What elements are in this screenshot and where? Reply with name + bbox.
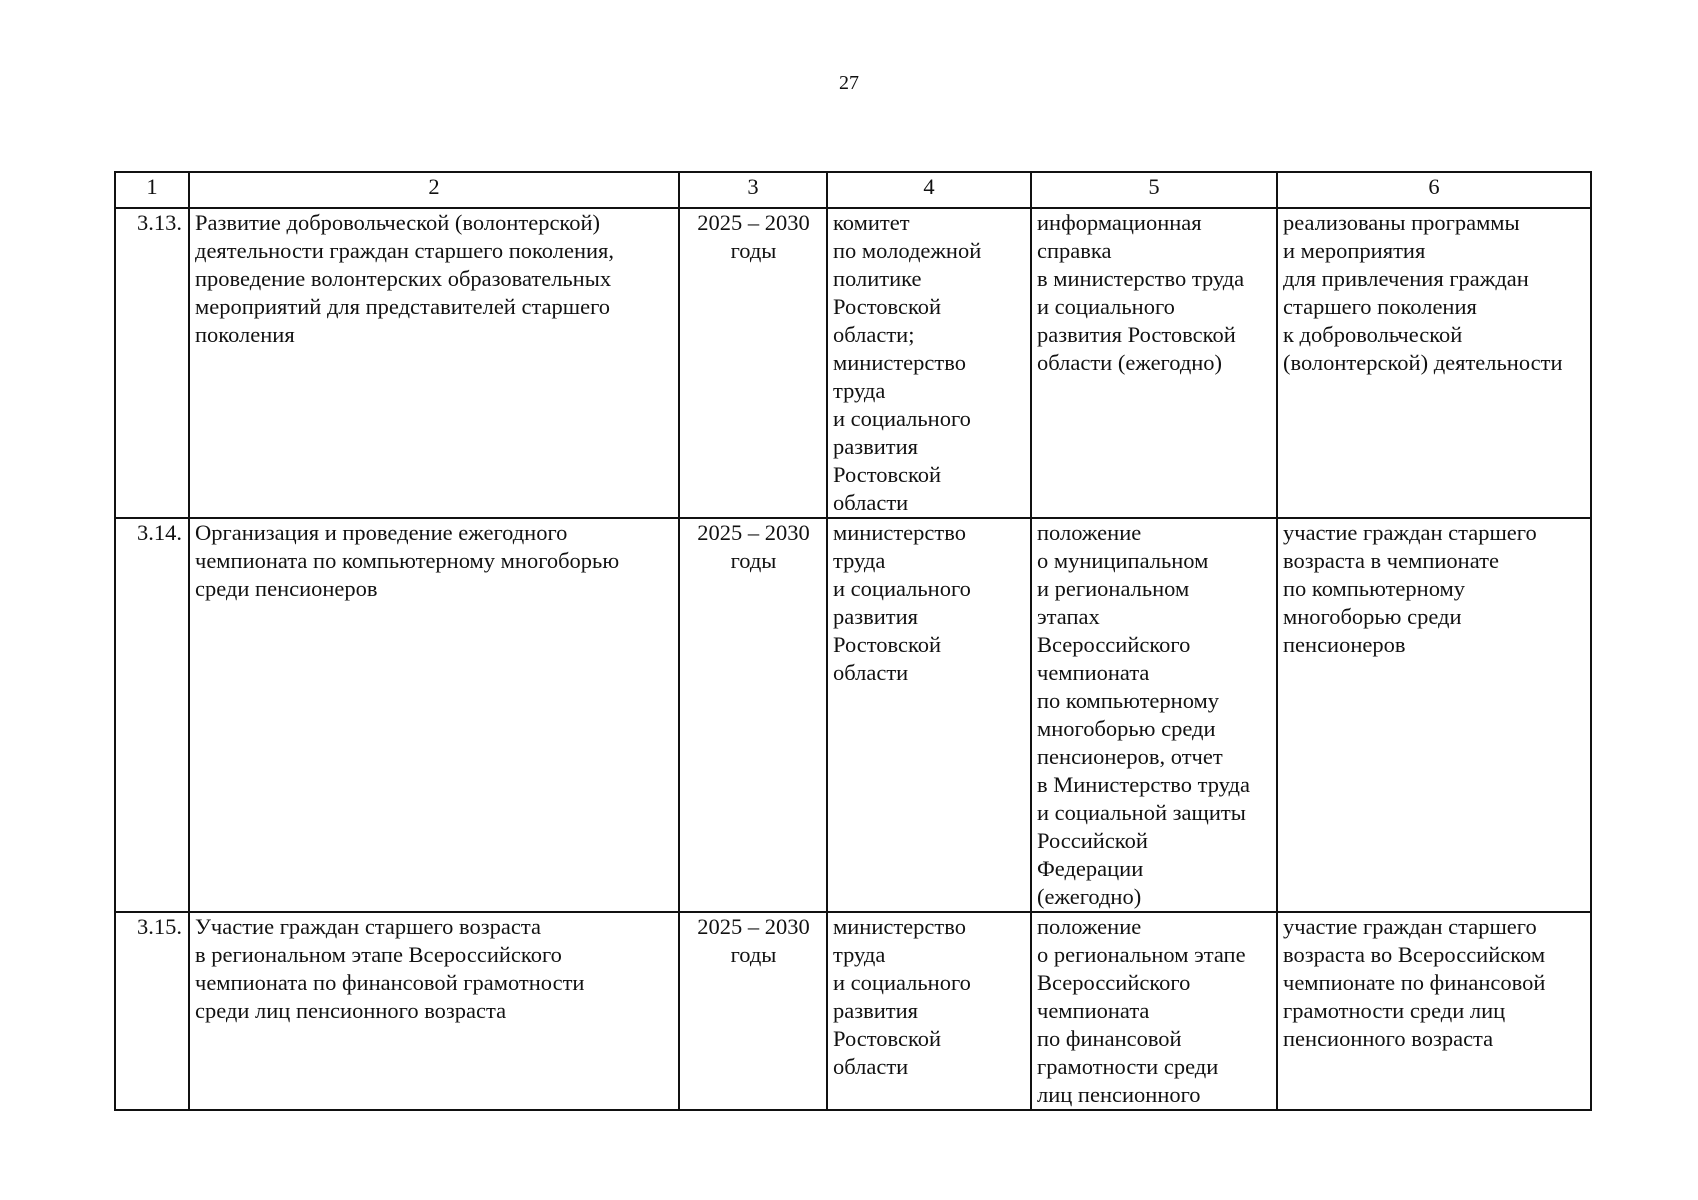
document-cell: положение о региональном этапе Всероссийского чемпионата по финансовой грамотности среди лиц пенсионного xyxy=(1031,912,1277,1110)
row-number: 3.13. xyxy=(115,208,189,518)
document-cell: положение о муниципальном и региональном этапах Всероссийского чемпионата по компьютерному многоборью среди пенсионеров, отчет в Министерство труда и социальной защиты Российской Федерации (ежегодно) xyxy=(1031,518,1277,912)
activities-table xyxy=(114,171,1592,1111)
table-header-row xyxy=(115,172,1591,208)
result-cell: участие граждан старшего возраста во Всероссийском чемпионате по финансовой грамотности среди лиц пенсионного возраста xyxy=(1277,912,1591,1110)
column-header-6: 6 xyxy=(1277,172,1591,208)
column-header-2: 2 xyxy=(189,172,679,208)
table-row xyxy=(115,208,1591,518)
column-header-4: 4 xyxy=(827,172,1031,208)
page-number: 27 xyxy=(839,72,859,94)
table-row xyxy=(115,518,1591,912)
row-number: 3.14. xyxy=(115,518,189,912)
column-header-1: 1 xyxy=(115,172,189,208)
executor-cell: министерство труда и социального развития Ростовской области xyxy=(827,912,1031,1110)
period-cell: 2025 – 2030 годы xyxy=(679,208,827,518)
activity-cell: Организация и проведение ежегодного чемпионата по компьютерному многоборью среди пенсионеров xyxy=(189,518,679,912)
result-cell: реализованы программы и мероприятия для привлечения граждан старшего поколения к добровольческой (волонтерской) деятельности xyxy=(1277,208,1591,518)
period-cell: 2025 – 2030 годы xyxy=(679,912,827,1110)
column-header-3: 3 xyxy=(679,172,827,208)
executor-cell: комитет по молодежной политике Ростовской области; министерство труда и социального развития Ростовской области xyxy=(827,208,1031,518)
result-cell: участие граждан старшего возраста в чемпионате по компьютерному многоборью среди пенсионеров xyxy=(1277,518,1591,912)
table-row xyxy=(115,912,1591,1110)
row-number: 3.15. xyxy=(115,912,189,1110)
column-header-5: 5 xyxy=(1031,172,1277,208)
document-cell: информационная справка в министерство труда и социального развития Ростовской области (ежегодно) xyxy=(1031,208,1277,518)
activity-cell: Участие граждан старшего возраста в региональном этапе Всероссийского чемпионата по финансовой грамотности среди лиц пенсионного возраста xyxy=(189,912,679,1110)
executor-cell: министерство труда и социального развития Ростовской области xyxy=(827,518,1031,912)
activity-cell: Развитие добровольческой (волонтерской) деятельности граждан старшего поколения, проведение волонтерских образовательных мероприятий для представителей старшего поколения xyxy=(189,208,679,518)
period-cell: 2025 – 2030 годы xyxy=(679,518,827,912)
